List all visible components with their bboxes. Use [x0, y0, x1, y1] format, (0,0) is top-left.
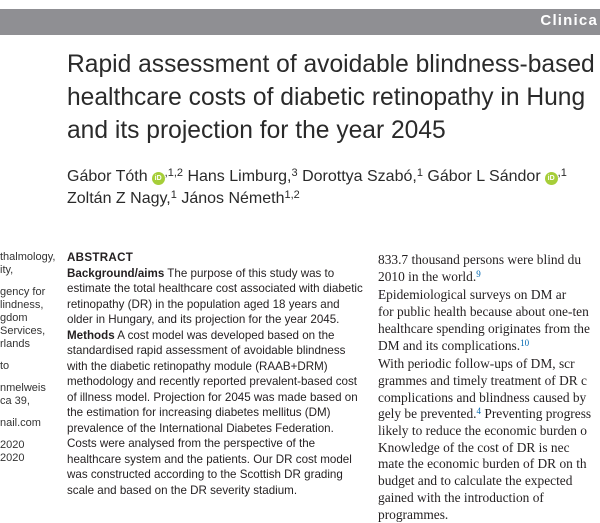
body-line [378, 456, 600, 473]
abstract-text-run: methodology and recently reported prevalent-based cost [67, 375, 358, 388]
abstract-line [67, 483, 367, 499]
title-line: healthcare costs of diabetic retinopathy in Hung [67, 84, 586, 111]
affiliation-fragment: ca 39, [0, 395, 30, 407]
abstract-text-run: of illness model. Projection for 2045 was made based on [67, 390, 358, 404]
affiliation-fragment: nail.com [0, 417, 41, 429]
spacer [0, 373, 60, 382]
affiliation-fragment: ity, [0, 264, 14, 276]
body-text-run: Epidemiological surveys on DM ar [378, 287, 567, 303]
body-text-run: With periodic follow-ups of DM, scr [378, 356, 575, 372]
abstract-heading: ABSTRACT [67, 251, 134, 264]
affiliation-marker: ,1,2 [164, 167, 183, 179]
abstract-text-run: retinopathy (DR) in the population aged 18 years and [67, 297, 340, 311]
affiliation-fragment: rlands [0, 338, 30, 350]
body-text-run: likely to reduce the economic burden o [378, 423, 587, 439]
body-line [378, 406, 600, 423]
abstract-line [67, 390, 367, 406]
affiliation-marker: 1 [416, 167, 423, 179]
body-line [378, 252, 600, 269]
body-line [378, 490, 600, 507]
abstract-line [67, 281, 367, 297]
author-name[interactable]: János Németh [181, 190, 285, 207]
body-text-run: gely be prevented. [378, 406, 477, 422]
abstract-text-run: The purpose of this study was to [164, 266, 335, 280]
affiliation-fragment: gdom [0, 312, 28, 324]
affiliation-fragment: Services, [0, 325, 46, 337]
body-text-run: Preventing progress [481, 406, 592, 422]
article-title [67, 48, 600, 147]
body-line [378, 304, 600, 321]
body-text-run: programmes. [378, 506, 449, 522]
body-text-run: grammes and timely treatment of DR c [378, 372, 587, 388]
abstract-subheading: Methods [67, 328, 115, 342]
body-line [378, 473, 600, 490]
author-line [67, 188, 567, 210]
abstract-text-run: A cost model was developed based on the [114, 328, 335, 342]
abstract-line [67, 297, 367, 313]
affiliation-fragment: lindness, [0, 299, 44, 311]
abstract-line [67, 467, 367, 483]
abstract-text-run: healthcare system and the patients. Our DR cost model [67, 452, 352, 466]
body-line [378, 390, 600, 407]
abstract-line [67, 421, 367, 437]
author-name[interactable]: Zoltán Z Nagy, [67, 190, 171, 207]
affiliation-fragment: gency for [0, 286, 46, 298]
body-text-run: mate the economic burden of DR on th [378, 456, 587, 472]
title-line: and its projection for the year 2045 [67, 117, 446, 144]
abstract-text-run: older in Hungary, and its projection for the year 2045. [67, 313, 340, 326]
abstract-line [67, 452, 367, 468]
body-line [378, 338, 600, 355]
affiliation-fragment: to [0, 360, 10, 372]
author-line [67, 166, 567, 188]
abstract-text-run: Costs were analysed from the perspective of the [67, 437, 316, 450]
spacer [0, 351, 60, 360]
abstract [67, 250, 367, 498]
author-list [67, 166, 567, 210]
abstract-text-run: prevalence of the International Diabetes Federation. [67, 421, 334, 435]
author-name[interactable]: Hans Limburg, [187, 168, 292, 185]
affiliation-marker: 1,2 [284, 189, 300, 201]
abstract-line [67, 312, 367, 328]
journal-section-band [0, 9, 600, 35]
body-line [378, 507, 600, 523]
abstract-line [67, 436, 367, 452]
affiliation-fragment: 2020 [0, 439, 25, 451]
body-line [378, 440, 600, 457]
affiliation-fragment: nmelweis [0, 382, 46, 394]
abstract-text-run: standardised rapid assessment of avoidable blindness [67, 344, 346, 357]
reference-link[interactable]: 10 [520, 337, 530, 348]
affiliation-fragment: 2020 [0, 452, 25, 464]
abstract-subheading: Background/aims [67, 266, 165, 280]
spacer [0, 430, 60, 439]
body-text-run: Knowledge of the cost of DR is nec [378, 439, 570, 455]
spacer [0, 277, 60, 286]
author-name[interactable]: Dorottya Szabó, [302, 168, 417, 185]
reference-link[interactable]: 9 [476, 268, 481, 279]
body-text-run: budget and to calculate the expected [378, 473, 573, 489]
abstract-line [67, 328, 367, 344]
abstract-text-run: with the diabetic retinopathy module (RAAB+DRM) [67, 359, 328, 373]
body-text-run: 2010 in the world. [378, 268, 477, 284]
abstract-line [67, 343, 367, 359]
section-label: Clinica [540, 12, 598, 29]
body-line [378, 287, 600, 304]
spacer [0, 408, 60, 417]
body-text-run: gained with the introduction of [378, 489, 544, 505]
body-text-run: for public health because about one-ten [378, 304, 589, 320]
affiliation-fragment: thalmology, [0, 251, 56, 263]
affiliation-marker: 3 [291, 167, 298, 179]
author-name[interactable]: Gábor L Sándor [427, 168, 541, 185]
affiliation-marker: ,1 [557, 167, 567, 179]
affiliation-marker: 1 [170, 189, 177, 201]
affiliations-column [0, 251, 60, 465]
body-line [378, 356, 600, 373]
abstract-text-run: was constructed according to the Scottish DR grading [67, 468, 343, 481]
body-line [378, 423, 600, 440]
orcid-icon[interactable]: iD [545, 172, 558, 185]
body-text-run: healthcare spending originates from the [378, 320, 590, 336]
author-name[interactable]: Gábor Tóth [67, 168, 148, 185]
abstract-text-run: scale and based on the DR severity stadium. [67, 483, 298, 497]
body-text-run: DM and its complications. [378, 337, 521, 353]
abstract-line [67, 359, 367, 375]
orcid-icon[interactable]: iD [152, 172, 165, 185]
abstract-line [67, 405, 367, 421]
abstract-text-run: estimate the total healthcare cost associated with diabetic [67, 282, 363, 295]
body-text-run: complications and blindness caused by [378, 389, 587, 405]
title-line: Rapid assessment of avoidable blindness-based [67, 51, 595, 78]
body-text-run: 833.7 thousand persons were blind du [378, 252, 582, 267]
body-line [378, 373, 600, 390]
abstract-line [67, 374, 367, 390]
abstract-text-run: the estimation for increasing diabetes mellitus (DM) [67, 406, 331, 419]
body-line [378, 269, 600, 286]
reference-link[interactable]: 4 [476, 406, 482, 417]
body-text-column [378, 252, 600, 523]
abstract-text [67, 266, 367, 499]
abstract-line [67, 266, 367, 282]
body-line [378, 321, 600, 338]
